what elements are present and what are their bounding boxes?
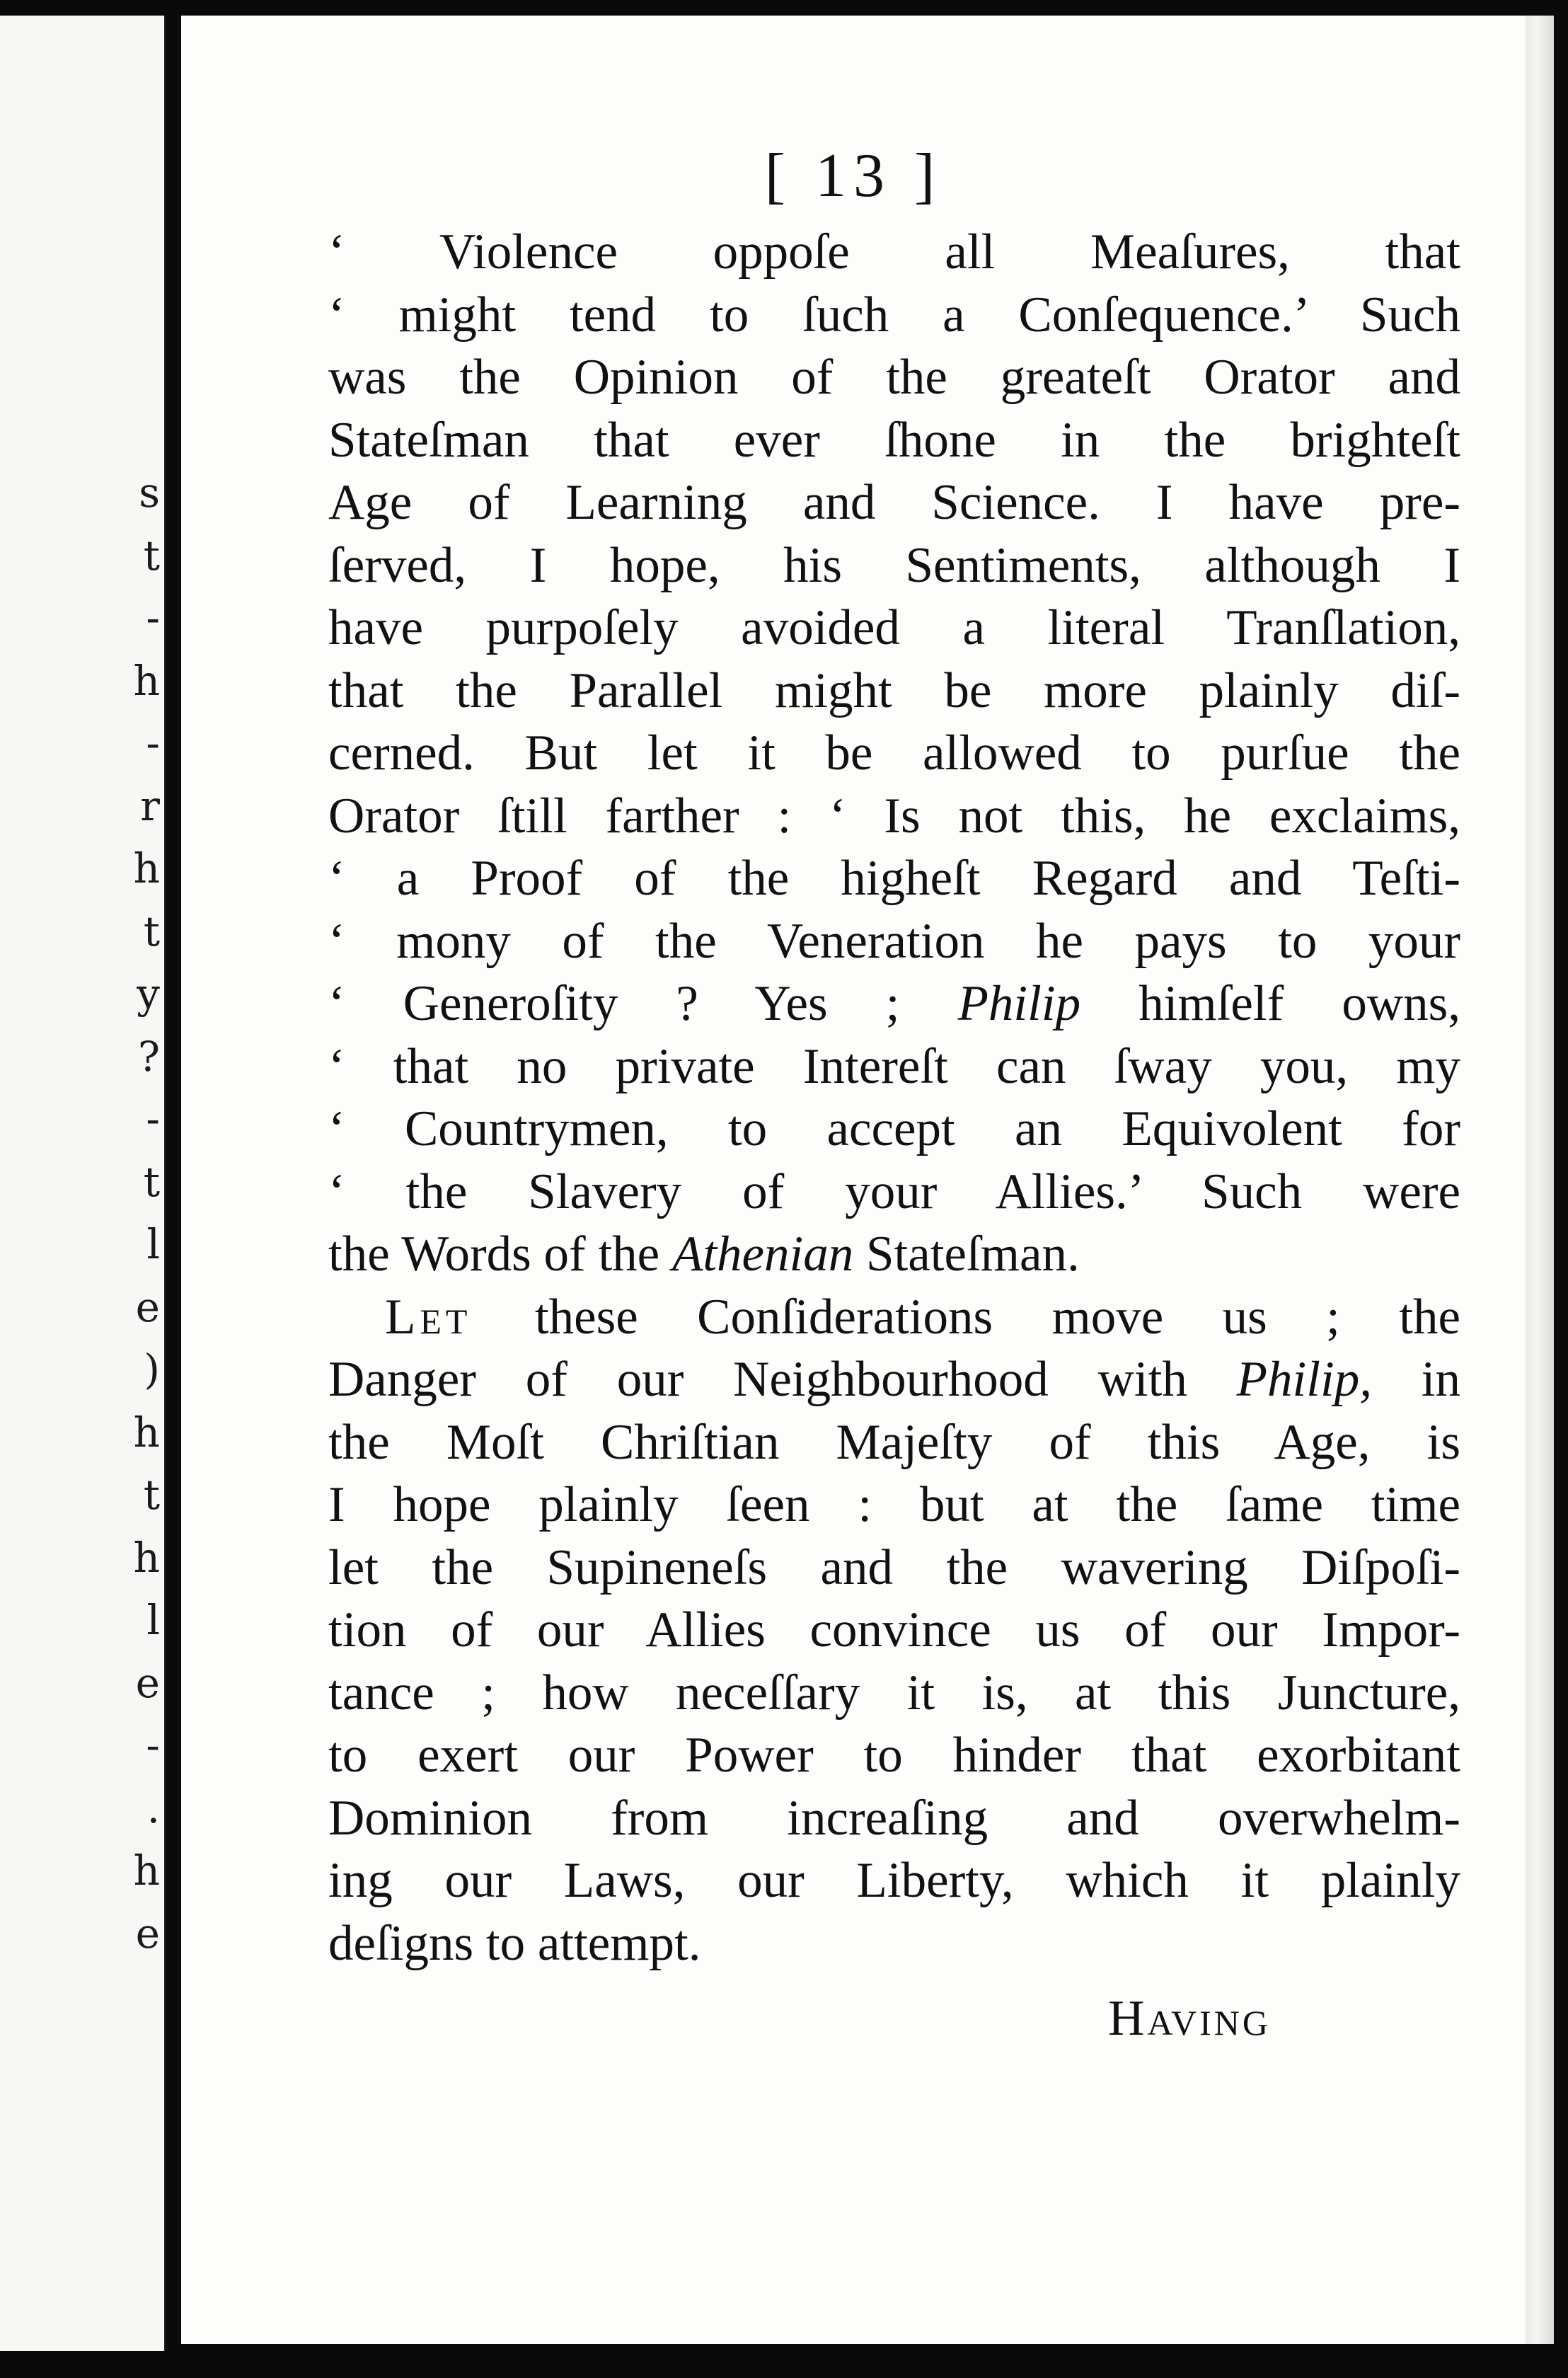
line-fragment: the Words of the: [328, 1227, 672, 1282]
left-page-fragment: ?: [137, 1032, 160, 1081]
left-page-fragment: t: [143, 1157, 160, 1206]
catchword: Having: [1108, 1991, 1271, 2046]
book-page: [181, 16, 1526, 2344]
left-page-fragment: s: [139, 469, 160, 517]
text-line: tion of our Allies convince us of our Impor-: [328, 1602, 1460, 1658]
text-line: ing our Laws, our Liberty, which it plainly: [328, 1853, 1460, 1908]
line-fragment: in: [1371, 1352, 1460, 1407]
left-page-fragment: l: [146, 1596, 160, 1644]
text-line: Dominion from increaſing and overwhelm-: [328, 1790, 1460, 1846]
line-fragment: these Conſiderations move us ; the: [534, 1289, 1460, 1345]
line-fragment: himſelf owns,: [1080, 976, 1460, 1031]
text-line: the Moſt Chriſtian Majeſty of this Age, is: [328, 1414, 1460, 1470]
line-fragment: ‘ Generoſity ? Yes ;: [328, 976, 958, 1031]
text-line: that the Parallel might be more plainly diſ-: [328, 662, 1460, 718]
text-line: have purpoſely avoided a literal Tranſlation,: [328, 600, 1460, 655]
italic-name: Athenian: [671, 1227, 854, 1282]
text-line: ‘ Violence oppoſe all Meaſures, that: [328, 224, 1460, 280]
text-line: to exert our Power to hinder that exorbitant: [328, 1728, 1460, 1783]
text-line: ‘ might tend to ſuch a Conſequence.’ Such: [328, 287, 1460, 343]
text-line: Age of Learning and Science. I have pre-: [328, 475, 1460, 530]
text-line: was the Opinion of the greateſt Orator and: [328, 350, 1460, 405]
text-line: ‘ a Proof of the higheſt Regard and Teſti-: [328, 851, 1460, 906]
italic-name: Philip,: [1236, 1352, 1372, 1407]
left-page-fragment: r: [140, 781, 160, 830]
italic-name: Philip: [957, 976, 1081, 1031]
left-page-fragment: h: [133, 1408, 160, 1457]
text-line: [328, 1223, 1460, 1286]
left-page-fragment: -: [146, 594, 160, 642]
page-number: [ 13 ]: [764, 142, 942, 210]
paragraph-opening-word: Let: [385, 1289, 535, 1345]
body-text: [328, 221, 1460, 1975]
left-page-fragment: h: [133, 1846, 160, 1895]
left-page-fragment: t: [143, 531, 160, 580]
text-line: ‘ Countrymen, to accept an Equivolent for: [328, 1101, 1460, 1156]
text-line: [328, 1286, 1460, 1349]
left-page-fragment: e: [135, 1909, 160, 1958]
line-fragment: Danger of our Neighbourhood with: [328, 1352, 1237, 1407]
text-line: deſigns to attempt.: [328, 1915, 701, 1971]
left-page-fragment: h: [133, 1533, 160, 1582]
left-page-fragment: e: [135, 1282, 160, 1331]
text-line: Stateſman that ever ſhone in the brighteſt: [328, 412, 1460, 468]
text-line: [328, 972, 1460, 1035]
left-page-fragment: h: [133, 656, 160, 705]
text-line: Orator ſtill farther : ‘ Is not this, he exclaims,: [328, 788, 1460, 844]
left-page-fragment: -: [146, 719, 160, 767]
text-line: ‘ mony of the Veneration he pays to your: [328, 913, 1460, 969]
left-page-fragment: t: [143, 1471, 160, 1519]
line-fragment: Stateſman.: [853, 1227, 1080, 1282]
text-line: let the Supineneſs and the wavering Diſpoſi-: [328, 1539, 1460, 1595]
left-page-fragment: l: [146, 1220, 160, 1268]
text-line: [328, 1348, 1460, 1411]
text-line: ‘ that no private Intereſt can ſway you, my: [328, 1038, 1460, 1094]
left-page-fragment: .: [146, 1784, 160, 1832]
left-page-fragment: h: [133, 844, 160, 892]
page-edge-shadow: [1526, 16, 1554, 2344]
left-page-edge: [0, 16, 166, 2351]
left-page-fragment: -: [146, 1095, 160, 1143]
text-line: ‘ the Slavery of your Allies.’ Such were: [328, 1164, 1460, 1219]
left-page-fragment: y: [137, 970, 160, 1018]
text-line: I hope plainly ſeen : but at the ſame time: [328, 1477, 1460, 1532]
left-page-fragment: e: [135, 1658, 160, 1707]
text-line: cerned. But let it be allowed to purſue the: [328, 725, 1460, 781]
text-line: tance ; how neceſſary it is, at this Juncture,: [328, 1665, 1460, 1721]
left-page-fragment: ): [144, 1345, 160, 1394]
left-page-fragment: t: [143, 907, 160, 955]
text-line: ſerved, I hope, his Sentiments, although I: [328, 537, 1460, 593]
left-page-fragment: -: [146, 1721, 160, 1769]
